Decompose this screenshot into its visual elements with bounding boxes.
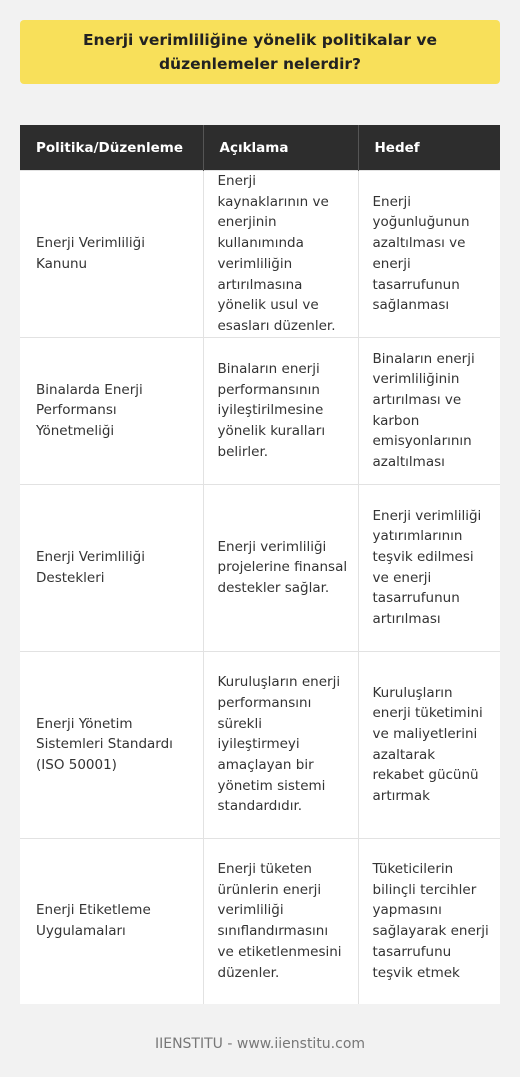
title-banner xyxy=(20,20,500,84)
table-row xyxy=(20,484,500,651)
description-cell: Kuruluşların enerji performansını sürekli iyileştirmeyi amaçlayan bir yönetim sistemi standardıdır. xyxy=(203,651,358,838)
table-row xyxy=(20,838,500,1004)
column-header-description: Açıklama xyxy=(203,125,358,171)
goal-cell: Enerji yoğunluğunun azaltılması ve enerji tasarrufunun sağlanması xyxy=(358,171,500,338)
description-cell: Binaların enerji performansının iyileştirilmesine yönelik kuralları belirler. xyxy=(203,337,358,484)
table-row xyxy=(20,651,500,838)
page-title: Enerji verimliliğine yönelik politikalar ve düzenlemeler nelerdir? xyxy=(82,31,438,73)
goal-cell: Tüketicilerin bilinçli tercihler yapmasını sağlayarak enerji tasarrufunu teşvik etmek xyxy=(358,838,500,1004)
column-header-policy: Politika/Düzenleme xyxy=(20,125,203,171)
description-cell: Enerji kaynaklarının ve enerjinin kullanımında verimliliğin artırılmasına yönelik usul ve esasları düzenler. xyxy=(203,171,358,338)
table-header-row xyxy=(20,125,500,171)
table-row xyxy=(20,171,500,338)
table-row xyxy=(20,337,500,484)
policy-cell: Enerji Verimliliği Kanunu xyxy=(20,171,203,338)
policy-cell: Enerji Etiketleme Uygulamaları xyxy=(20,838,203,1004)
goal-cell: Binaların enerji verimliliğinin artırılması ve karbon emisyonlarının azaltılması xyxy=(358,337,500,484)
goal-cell: Enerji verimliliği yatırımlarının teşvik edilmesi ve enerji tasarrufunun artırılması xyxy=(358,484,500,651)
description-cell: Enerji verimliliği projelerine finansal destekler sağlar. xyxy=(203,484,358,651)
goal-cell: Kuruluşların enerji tüketimini ve maliyetlerini azaltarak rekabet gücünü artırmak xyxy=(358,651,500,838)
column-header-goal: Hedef xyxy=(358,125,500,171)
policy-cell: Binalarda Enerji Performansı Yönetmeliği xyxy=(20,337,203,484)
description-cell: Enerji tüketen ürünlerin enerji verimliliği sınıflandırmasını ve etiketlenmesini düzenler. xyxy=(203,838,358,1004)
policy-cell: Enerji Verimliliği Destekleri xyxy=(20,484,203,651)
policy-cell: Enerji Yönetim Sistemleri Standardı (ISO 50001) xyxy=(20,651,203,838)
footer-credit: IIENSTITU - www.iienstitu.com xyxy=(154,1036,366,1052)
policy-table xyxy=(20,125,500,1004)
